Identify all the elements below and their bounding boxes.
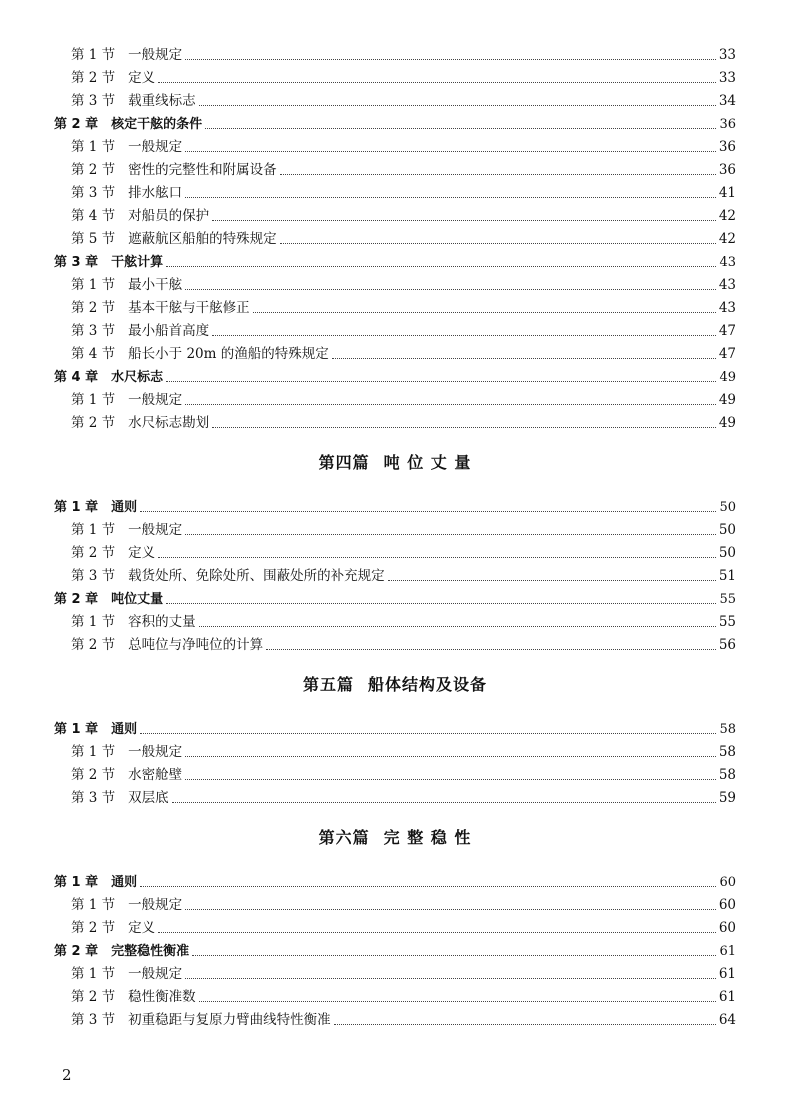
- section-title: 一般规定: [128, 522, 183, 538]
- section-title: 一般规定: [128, 392, 183, 408]
- page-number: 2: [62, 1066, 72, 1084]
- dot-leader: [334, 1023, 716, 1025]
- chapter-title: 水尺标志: [111, 370, 164, 385]
- section-number: 第 4 节: [71, 208, 116, 224]
- page-ref: 59: [718, 790, 736, 806]
- dot-leader: [166, 602, 716, 604]
- part-title: 船体结构及设备: [368, 675, 488, 694]
- dot-leader: [185, 977, 716, 979]
- section-title: 双层底: [128, 790, 169, 806]
- section-title: 定义: [128, 920, 156, 936]
- page-ref: 43: [719, 255, 736, 270]
- section-number: 第 3 节: [71, 93, 116, 109]
- section-number: 第 3 节: [71, 323, 116, 339]
- dot-leader: [172, 801, 716, 803]
- chapter-title: 通则: [111, 875, 138, 890]
- section-title: 最小干舷: [128, 277, 183, 293]
- chapter-title: 干舷计算: [111, 255, 164, 270]
- toc-section-row[interactable]: [54, 159, 736, 182]
- section-number: 第 2 节: [71, 415, 116, 431]
- page-ref: 49: [718, 392, 736, 408]
- toc-section-row[interactable]: [54, 389, 736, 412]
- section-number: 第 1 节: [71, 522, 116, 538]
- toc-section-row[interactable]: [54, 44, 736, 67]
- page-ref: 42: [718, 208, 736, 224]
- page-ref: 61: [718, 989, 736, 1005]
- toc-section-row[interactable]: [54, 611, 736, 634]
- toc-section-row[interactable]: [54, 741, 736, 764]
- page-ref: 58: [719, 722, 736, 737]
- toc-section-row[interactable]: [54, 274, 736, 297]
- page-ref: 60: [718, 897, 736, 913]
- section-title: 一般规定: [128, 897, 183, 913]
- section-number: 第 2 节: [71, 300, 116, 316]
- toc-section-row[interactable]: [54, 412, 736, 435]
- section-title: 遮蔽航区船舶的特殊规定: [128, 231, 277, 247]
- page-ref: 33: [718, 47, 736, 63]
- toc-section-row[interactable]: [54, 917, 736, 940]
- page-ref: 42: [718, 231, 736, 247]
- dot-leader: [199, 1000, 716, 1002]
- dot-leader: [212, 219, 716, 221]
- page-ref: 47: [718, 323, 736, 339]
- toc-chapter-row[interactable]: [54, 496, 736, 519]
- dot-leader: [185, 755, 716, 757]
- toc-section-row[interactable]: [54, 343, 736, 366]
- section-number: 第 3 节: [71, 185, 116, 201]
- dot-leader: [212, 426, 716, 428]
- toc-section-row[interactable]: [54, 894, 736, 917]
- section-title: 排水舷口: [128, 185, 183, 201]
- page-ref: 41: [718, 185, 736, 201]
- section-title: 船长小于 20m 的渔船的特殊规定: [128, 346, 329, 362]
- toc-section-row[interactable]: [54, 182, 736, 205]
- chapter-title: 核定干舷的条件: [111, 117, 203, 132]
- section-title: 载重线标志: [128, 93, 196, 109]
- section-number: 第 3 节: [71, 1012, 116, 1028]
- section-title: 初重稳距与复原力臂曲线特性衡准: [128, 1012, 331, 1028]
- chapter-number: 第 2 章: [54, 592, 99, 607]
- section-number: 第 1 节: [71, 897, 116, 913]
- section-number: 第 1 节: [71, 392, 116, 408]
- section-title: 一般规定: [128, 47, 183, 63]
- section-number: 第 1 节: [71, 47, 116, 63]
- dot-leader: [280, 173, 716, 175]
- dot-leader: [185, 150, 716, 152]
- part-heading: [54, 446, 736, 480]
- dot-leader: [185, 403, 716, 405]
- toc-section-row[interactable]: [54, 1009, 736, 1032]
- part-heading: [54, 821, 736, 855]
- dot-leader: [140, 732, 716, 734]
- dot-leader: [185, 196, 716, 198]
- section-title: 基本干舷与干舷修正: [128, 300, 250, 316]
- dot-leader: [140, 510, 716, 512]
- toc-chapter-row[interactable]: [54, 588, 736, 611]
- chapter-number: 第 1 章: [54, 500, 99, 515]
- section-number: 第 1 节: [71, 966, 116, 982]
- toc-section-row[interactable]: [54, 986, 736, 1009]
- section-title: 水密舱壁: [128, 767, 183, 783]
- section-number: 第 3 节: [71, 568, 116, 584]
- section-number: 第 4 节: [71, 346, 116, 362]
- section-title: 载货处所、免除处所、围蔽处所的补充规定: [128, 568, 385, 584]
- section-number: 第 2 节: [71, 767, 116, 783]
- section-title: 定义: [128, 70, 156, 86]
- dot-leader: [212, 334, 716, 336]
- section-number: 第 1 节: [71, 139, 116, 155]
- page-ref: 43: [718, 300, 736, 316]
- chapter-number: 第 2 章: [54, 117, 99, 132]
- page-ref: 58: [718, 767, 736, 783]
- dot-leader: [185, 908, 716, 910]
- chapter-number: 第 1 章: [54, 722, 99, 737]
- section-title: 一般规定: [128, 139, 183, 155]
- toc-chapter-row[interactable]: [54, 871, 736, 894]
- page-ref: 47: [718, 346, 736, 362]
- page-ref: 58: [718, 744, 736, 760]
- toc-section-row[interactable]: [54, 228, 736, 251]
- part-number: 第五篇: [302, 675, 354, 694]
- page-ref: 49: [718, 415, 736, 431]
- page-ref: 36: [718, 162, 736, 178]
- page-ref: 61: [718, 966, 736, 982]
- page-ref: 61: [719, 944, 736, 959]
- chapter-title: 通则: [111, 500, 138, 515]
- page-ref: 55: [719, 592, 736, 607]
- toc-section-row[interactable]: [54, 764, 736, 787]
- page-ref: 36: [718, 139, 736, 155]
- page-ref: 51: [718, 568, 736, 584]
- section-number: 第 5 节: [71, 231, 116, 247]
- chapter-number: 第 1 章: [54, 875, 99, 890]
- section-title: 对船员的保护: [128, 208, 210, 224]
- dot-leader: [158, 931, 716, 933]
- dot-leader: [266, 648, 716, 650]
- section-title: 定义: [128, 545, 156, 561]
- chapter-title: 通则: [111, 722, 138, 737]
- toc-chapter-row[interactable]: [54, 113, 736, 136]
- section-title: 一般规定: [128, 744, 183, 760]
- dot-leader: [140, 885, 716, 887]
- section-number: 第 2 节: [71, 162, 116, 178]
- dot-leader: [332, 357, 716, 359]
- page-ref: 64: [718, 1012, 736, 1028]
- section-title: 稳性衡准数: [128, 989, 196, 1005]
- dot-leader: [192, 954, 716, 956]
- chapter-title: 吨位丈量: [111, 592, 164, 607]
- section-number: 第 2 节: [71, 920, 116, 936]
- part-number: 第四篇: [318, 453, 370, 472]
- dot-leader: [166, 265, 716, 267]
- page-ref: 60: [718, 920, 736, 936]
- dot-leader: [185, 778, 716, 780]
- chapter-number: 第 2 章: [54, 944, 99, 959]
- section-title: 密性的完整性和附属设备: [128, 162, 277, 178]
- page-ref: 49: [719, 370, 736, 385]
- chapter-title: 完整稳性衡准: [111, 944, 190, 959]
- toc-chapter-row[interactable]: [54, 940, 736, 963]
- dot-leader: [199, 625, 716, 627]
- page-ref: 50: [718, 522, 736, 538]
- section-title: 一般规定: [128, 966, 183, 982]
- part-title: 完 整 稳 性: [383, 828, 472, 847]
- page-ref: 60: [719, 875, 736, 890]
- page-ref: 56: [718, 637, 736, 653]
- page-ref: 55: [718, 614, 736, 630]
- dot-leader: [185, 288, 716, 290]
- page-ref: 43: [718, 277, 736, 293]
- toc-section-row[interactable]: [54, 963, 736, 986]
- toc-chapter-row[interactable]: [54, 251, 736, 274]
- chapter-number: 第 3 章: [54, 255, 99, 270]
- section-number: 第 2 节: [71, 70, 116, 86]
- section-number: 第 2 节: [71, 545, 116, 561]
- section-number: 第 1 节: [71, 744, 116, 760]
- dot-leader: [388, 579, 716, 581]
- part-number: 第六篇: [318, 828, 370, 847]
- section-number: 第 2 节: [71, 989, 116, 1005]
- dot-leader: [253, 311, 716, 313]
- toc-chapter-row[interactable]: [54, 718, 736, 741]
- section-number: 第 2 节: [71, 637, 116, 653]
- part-heading: [54, 668, 736, 702]
- toc-section-row[interactable]: [54, 542, 736, 565]
- page-ref: 50: [719, 500, 736, 515]
- toc-section-row[interactable]: [54, 67, 736, 90]
- toc-section-row[interactable]: [54, 634, 736, 657]
- dot-leader: [205, 127, 716, 129]
- toc-section-row[interactable]: [54, 205, 736, 228]
- section-title: 总吨位与净吨位的计算: [128, 637, 264, 653]
- dot-leader: [166, 380, 716, 382]
- part-title: 吨 位 丈 量: [383, 453, 472, 472]
- chapter-number: 第 4 章: [54, 370, 99, 385]
- section-number: 第 1 节: [71, 277, 116, 293]
- toc-section-row[interactable]: [54, 519, 736, 542]
- toc-section-row[interactable]: [54, 565, 736, 588]
- toc-section-row[interactable]: [54, 320, 736, 343]
- section-title: 容积的丈量: [128, 614, 196, 630]
- toc-section-row[interactable]: [54, 297, 736, 320]
- page-ref: 34: [718, 93, 736, 109]
- dot-leader: [185, 58, 716, 60]
- page-ref: 50: [718, 545, 736, 561]
- toc-section-row[interactable]: [54, 90, 736, 113]
- dot-leader: [158, 81, 716, 83]
- dot-leader: [185, 533, 716, 535]
- dot-leader: [199, 104, 716, 106]
- dot-leader: [280, 242, 716, 244]
- toc-section-row[interactable]: [54, 787, 736, 810]
- section-number: 第 1 节: [71, 614, 116, 630]
- page-ref: 36: [719, 117, 736, 132]
- section-number: 第 3 节: [71, 790, 116, 806]
- section-title: 最小船首高度: [128, 323, 210, 339]
- table-of-contents: [54, 44, 736, 1032]
- section-title: 水尺标志勘划: [128, 415, 210, 431]
- toc-section-row[interactable]: [54, 136, 736, 159]
- dot-leader: [158, 556, 716, 558]
- page-ref: 33: [718, 70, 736, 86]
- toc-chapter-row[interactable]: [54, 366, 736, 389]
